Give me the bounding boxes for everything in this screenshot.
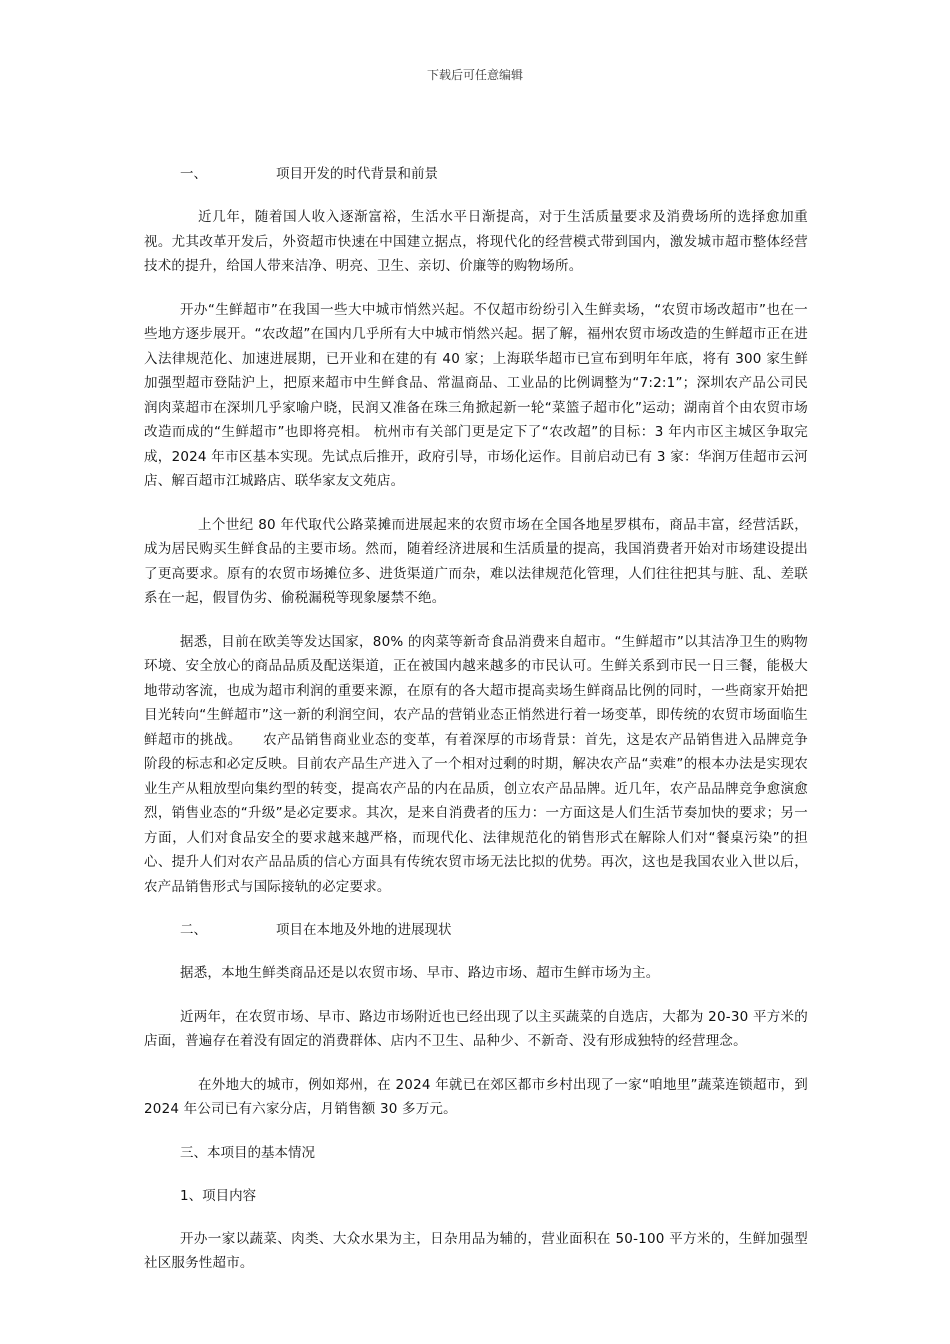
paragraph: 开办一家以蔬菜、肉类、大众水果为主，日杂用品为辅的，营业面积在 50-100 平方米的，生鲜加强型社区服务性超市。 — [144, 1230, 808, 1271]
paragraph: 据悉，本地生鲜类商品还是以农贸市场、早市、路边市场、超市生鲜市场为主。 — [180, 965, 660, 981]
section-number: 二、 — [180, 922, 207, 938]
paragraph: 近两年，在农贸市场、早市、路边市场附近也已经出现了以主买蔬菜的自选店，大都为 20-30 平方米的店面，普遍存在着没有固定的消费群体、店内不卫生、品种少、不新奇、没有形成独特的经营理念。 — [144, 1008, 808, 1049]
section-heading-2 — [144, 918, 808, 942]
paragraph: 据悉，目前在欧美等发达国家，80% 的肉菜等新奇食品消费来自超市。“生鲜超市”以其洁净卫生的购物环境、安全放心的商品品质及配送渠道，正在被国内越来越多的市民认可。生鲜关系到市民一日三餐，能极大地带动客流，也成为超市利润的重要来源，在原有的各大超市提高卖场生鲜商品比例的同时，一些商家开始把目光转向“生鲜超市”这一新的利润空间，农产品的营销业态正悄然进行着一场变革，即传统的农贸市场面临生鲜超市的挑战。 农产品销售商业业态的变革，有着深厚的市场背景：首先，这是农产品销售进入品牌竞争阶段的标志和必定反映。目前农产品生产进入了一个相对过剩的时期，解决农产品“卖难”的根本办法是实现农业生产从粗放型向集约型的转变，提高农产品的内在品质，创立农产品品牌。近几年，农产品品牌竞争愈演愈烈，销售业态的“升级”是必定要求。其次，是来自消费者的压力：一方面这是人们生活节奏加快的要求；另一方面，人们对食品安全的要求越来越严格，而现代化、法律规范化的销售形式在解除人们对“餐桌污染”的担心、提升人们对农产品品质的信心方面具有传统农贸市场无法比拟的优势。再次，这也是我国农业入世以后，农产品销售形式与国际接轨的必定要求。 — [144, 633, 808, 895]
paragraph: 近几年，随着国人收入逐渐富裕，生活水平日渐提高，对于生活质量要求及消费场所的选择愈加重视。尤其改革开发后，外资超市快速在中国建立据点，将现代化的经营模式带到国内，激发城市超市整体经营技术的提升，给国人带来洁净、明亮、卫生、亲切、价廉等的购物场所。 — [144, 209, 808, 274]
subsection-heading: 1、项目内容 — [180, 1187, 257, 1204]
paragraph: 开办“生鲜超市”在我国一些大中城市悄然兴起。不仅超市纷纷引入生鲜卖场，“农贸市场改超市”也在一些地方逐步展开。“农改超”在国内几乎所有大中城市悄然兴起。据了解，福州农贸市场改造的生鲜超市正在进入法律规范化、加速进展期，已开业和在建的有 40 家；上海联华超市已宣布到明年年底，将有 300 家生鲜加强型超市登陆沪上，把原来超市中生鲜食品、常温商品、工业品的比例调整为“7:2:1”；深圳农产品公司民润肉菜超市在深圳几乎家喻户晓，民润又准备在珠三角掀起新一轮“菜篮子超市化”运动；湖南首个由农贸市场改造而成的“生鲜超市”也即将亮相。 杭州市有关部门更是定下了“农改超”的目标：3 年内市区主城区争取完成，2024 年市区基本实现。先试点后推开，政府引导，市场化运作。目前启动已有 3 家：华润万佳超市云河店、解百超市江城路店、联华家友文苑店。 — [144, 301, 808, 489]
section-heading-1 — [144, 162, 808, 186]
section-number: 一、 — [180, 166, 207, 182]
section-title: 项目在本地及外地的进展现状 — [276, 922, 452, 938]
paragraph: 上个世纪 80 年代取代公路菜摊而进展起来的农贸市场在全国各地星罗棋布，商品丰富，经营活跃，成为居民购买生鲜食品的主要市场。然而，随着经济进展和生活质量的提高，我国消费者开始对市场建设提出了更高要求。原有的农贸市场摊位多、进货渠道广而杂，难以法律规范化管理，人们往往把其与脏、乱、差联系在一起，假冒伪劣、偷税漏税等现象屡禁不绝。 — [144, 516, 808, 606]
document-body — [144, 162, 808, 1295]
section-title: 项目开发的时代背景和前景 — [276, 166, 438, 182]
paragraph: 在外地大的城市，例如郑州，在 2024 年就已在郊区都市乡村出现了一家“咱地里”蔬菜连锁超市，到 2024 年公司已有六家分店，月销售额 30 多万元。 — [144, 1076, 808, 1117]
section-heading-3: 三、本项目的基本情况 — [180, 1144, 315, 1161]
header-note: 下载后可任意编辑 — [426, 68, 523, 82]
